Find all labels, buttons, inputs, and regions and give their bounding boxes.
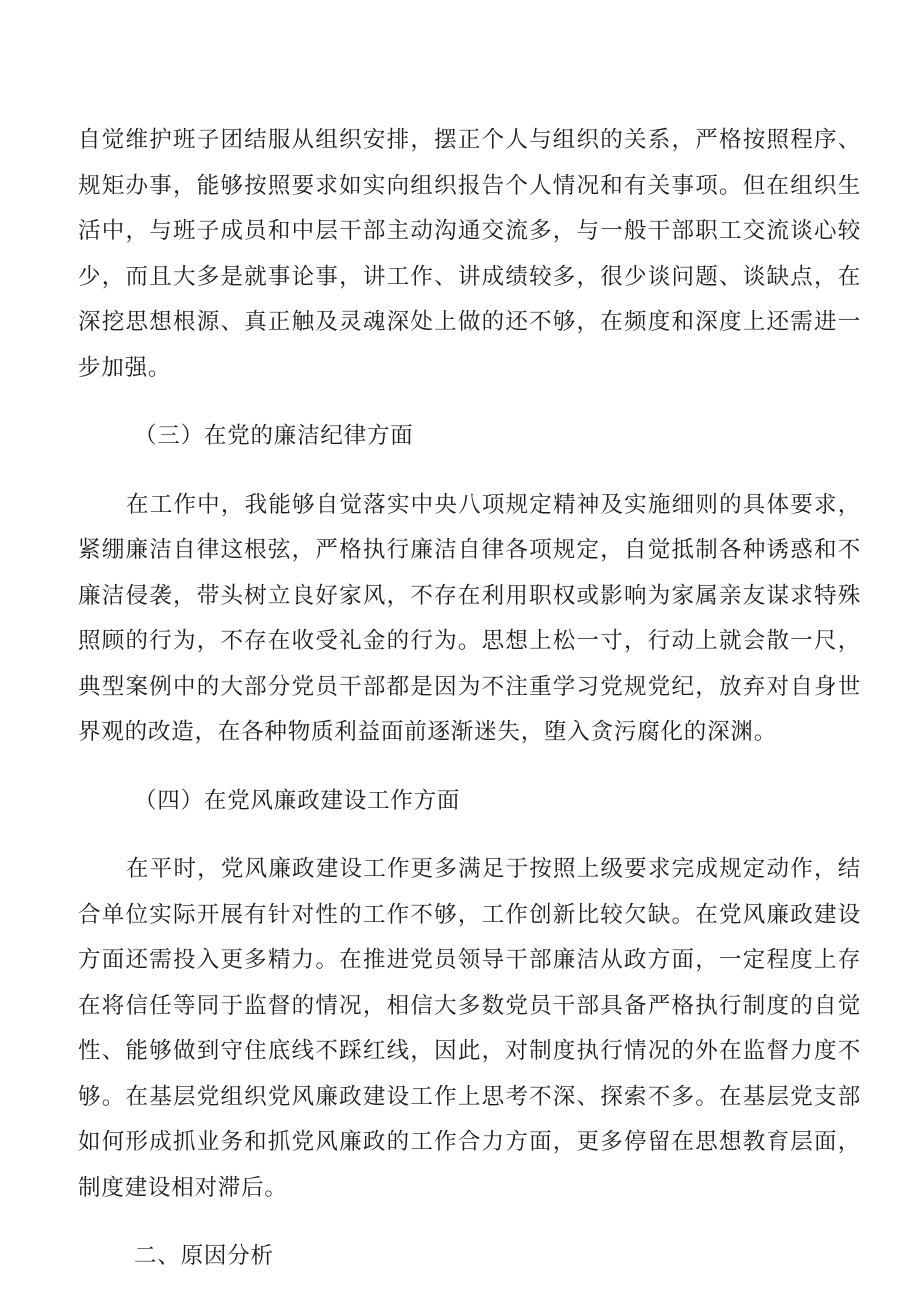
paragraph-gap <box>78 1211 861 1234</box>
heading-cause-analysis: 二、原因分析 <box>134 1243 274 1269</box>
paragraph-organization-discipline: 自觉维护班子团结服从组织安排，摆正个人与组织的关系，严格按照程序、规矩办事，能够按照要求如实向组织报告个人情况和有关事项。但在组织生活中，与班子成员和中层干部主动沟通交流多，与一般干部职工交流谈心较少，而且大多是就事论事，讲工作、讲成绩较多，很少谈问题、谈缺点，在深挖思想根源、真正触及灵魂深处上做的还不够，在频度和深度上还需进一步加强。 <box>78 127 861 381</box>
paragraph-gap <box>78 391 861 414</box>
document-body <box>78 118 861 1280</box>
paragraph-gap <box>78 460 861 483</box>
paragraph-integrity-discipline: 在工作中，我能够自觉落实中央八项规定精神及实施细则的具体要求，紧绷廉洁自律这根弦，严格执行廉洁自律各项规定，自觉抵制各种诱惑和不廉洁侵袭，带头树立良好家风，不存在利用职权或影响为家属亲友谋求特殊照顾的行为，不存在收受礼金的行为。思想上松一寸，行动上就会散一尺，典型案例中的大部分党员干部都是因为不注重学习党规党纪，放弃对自身世界观的改造，在各种物质利益面前逐渐迷失，堕入贪污腐化的深渊。 <box>78 491 861 745</box>
paragraph-gap <box>78 756 861 779</box>
paragraph-clean-government-work: 在平时，党风廉政建设工作更多满足于按照上级要求完成规定动作，结合单位实际开展有针对性的工作不够，工作创新比较欠缺。在党风廉政建设方面还需投入更多精力。在推进党员领导干部廉洁从政方面，一定程度上存在将信任等同于监督的情况，相信大多数党员干部具备严格执行制度的自觉性、能够做到守住底线不踩红线，因此，对制度执行情况的外在监督力度不够。在基层党组织党风廉政建设工作上思考不深、探索不多。在基层党支部如何形成抓业务和抓党风廉政的工作合力方面，更多停留在思想教育层面，制度建设相对滞后。 <box>78 856 861 1201</box>
heading-integrity-discipline: （三）在党的廉洁纪律方面 <box>134 423 414 449</box>
heading-clean-government-work: （四）在党风廉政建设工作方面 <box>134 787 461 814</box>
paragraph-gap <box>78 824 861 847</box>
